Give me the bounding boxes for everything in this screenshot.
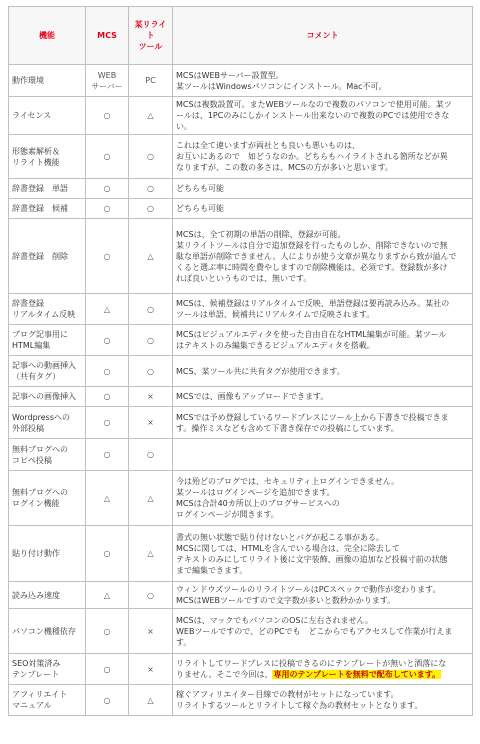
comment-cell xyxy=(173,609,473,654)
feature-line: （共有タグ） xyxy=(12,372,61,381)
tool-line: × xyxy=(147,626,154,636)
feature-line: 無料ブログへの xyxy=(12,444,68,454)
comment-line: MCSはWEBツールですので文字数が多いと数秒かかります。 xyxy=(176,596,396,605)
tool-cell xyxy=(129,582,173,609)
tool-cell xyxy=(129,219,173,294)
tool-cell xyxy=(129,294,173,325)
feature-line: ログイン機能 xyxy=(12,499,60,508)
feature-line: リライト機能 xyxy=(12,157,60,167)
feature-line: SEO対策済み xyxy=(12,659,61,668)
comment-line: 某リライトツールは自分で追加登録を行ったものしか、削除できないので無 xyxy=(176,240,448,250)
mcs-line: ○ xyxy=(103,695,111,705)
tool-line: × xyxy=(147,392,154,401)
feature-line: マニュアル xyxy=(12,701,52,710)
tool-line: ○ xyxy=(147,335,154,345)
header-tool-line: ト xyxy=(146,31,155,40)
header-feature: 機能 xyxy=(9,7,86,65)
comment-cell xyxy=(173,294,473,325)
mcs-line: ○ xyxy=(103,366,111,376)
feature-cell xyxy=(9,439,86,471)
table-row xyxy=(9,654,473,685)
feature-cell xyxy=(9,199,86,219)
table-row xyxy=(9,582,473,609)
mcs-line: ○ xyxy=(103,152,111,161)
header-mcs: MCS xyxy=(86,7,129,65)
mcs-line: △ xyxy=(103,590,111,600)
header-row xyxy=(9,7,473,65)
table-row xyxy=(9,526,473,582)
feature-line: 形態素解析＆ xyxy=(12,146,60,156)
table-body xyxy=(9,65,473,716)
comment-cell xyxy=(173,685,473,716)
comment-cell xyxy=(173,407,473,439)
comment-line: 駄な単語が削除できません。人によりが使う文章が異なりますから致が溢んで xyxy=(176,251,457,261)
tool-cell xyxy=(129,685,173,716)
mcs-cell xyxy=(86,65,129,97)
feature-line: リアルタイム反映 xyxy=(12,310,76,319)
mcs-line: ○ xyxy=(103,549,111,558)
header-comment: コメント xyxy=(173,7,473,65)
comment-line: MCSは、候補登録はリアルタイムで反映、単語登録は要再読み込み。某社の xyxy=(176,299,450,308)
table-row xyxy=(9,199,473,219)
feature-line: 記事への動画挿入 xyxy=(12,361,76,370)
feature-line: アフィリエイト xyxy=(12,690,68,699)
table-row xyxy=(9,97,473,135)
table-row xyxy=(9,439,473,471)
mcs-cell xyxy=(86,609,129,654)
comment-line: MCSでは、画像もアップロードできます。 xyxy=(176,392,329,401)
table-row xyxy=(9,294,473,325)
comment-cell xyxy=(173,179,473,199)
comment-line: ウィンドウズツールのリライトツールはPCスペックで動作が変わります。 xyxy=(176,585,441,594)
mcs-cell xyxy=(86,685,129,716)
comment-line: まで編集できます。 xyxy=(176,565,248,575)
mcs-line: ○ xyxy=(103,204,111,213)
feature-line: コピペ投稿 xyxy=(12,455,52,465)
feature-cell xyxy=(9,407,86,439)
table-row xyxy=(9,609,473,654)
table-row xyxy=(9,219,473,294)
feature-line: テンプレート xyxy=(12,670,60,679)
feature-line: 辞書登録 候補 xyxy=(12,204,68,213)
feature-cell xyxy=(9,387,86,407)
mcs-line: △ xyxy=(103,304,111,314)
mcs-line: ○ xyxy=(103,335,111,345)
tool-cell xyxy=(129,356,173,387)
mcs-cell xyxy=(86,407,129,439)
comment-line: 今は殆どのブログでは、セキュリティ上ログインできません。 xyxy=(176,477,400,486)
feature-line: 無料ブログへの xyxy=(12,488,68,497)
mcs-cell xyxy=(86,199,129,219)
comment-line: 稼ぐアフィリエイター目線での教材がセットになっています。 xyxy=(176,690,399,699)
comment-line: 書式の無い状態で貼り付けないとバグが起こる事がある。 xyxy=(176,532,384,542)
tool-cell xyxy=(129,325,173,356)
feature-cell xyxy=(9,685,86,716)
mcs-line: ○ xyxy=(103,418,111,427)
comment-line: 某ツールはログインページを追加できます。 xyxy=(176,488,335,497)
comment-line: ールは、1PCのみにしかインストール出来ないので複数のPCでは使用できな xyxy=(176,111,450,120)
comment-line: MCSはビジュアルエディタを使った自由自在なHTML編集が可能。某ツール xyxy=(176,330,447,339)
comment-line: テキストのみにしてリライト後に文字装飾、画像の追加など投稿寸前の状態 xyxy=(176,554,448,564)
comment-line: MCSでは予め登録しているワードプレスにツール上から下書きで投稿できま xyxy=(176,412,449,422)
mcs-line: ○ xyxy=(103,184,111,193)
mcs-cell xyxy=(86,294,129,325)
tool-cell xyxy=(129,407,173,439)
feature-line: 辞書登録 削除 xyxy=(12,251,68,261)
mcs-cell xyxy=(86,654,129,685)
feature-cell xyxy=(9,325,86,356)
table-row xyxy=(9,135,473,179)
feature-line: ライセンス xyxy=(12,111,52,120)
comment-line: リライトするツールとリライトして稼ぐ為の教材セットとなります。 xyxy=(176,701,423,710)
comment-cell xyxy=(173,199,473,219)
tool-cell xyxy=(129,439,173,471)
mcs-line: ○ xyxy=(103,450,111,459)
feature-cell xyxy=(9,526,86,582)
comment-line: ログインページが開きます。 xyxy=(176,510,279,519)
feature-line: 辞書登録 単語 xyxy=(12,184,68,193)
comment-line: リライトしてワードプレスに投稿できるのにテンプレートが無いと酒落にな xyxy=(176,659,447,668)
tool-line: PC xyxy=(145,76,156,85)
comment-cell xyxy=(173,97,473,135)
comment-line: なりますが、この数の多さは、MCSの方が多いと思います。 xyxy=(176,163,393,172)
tool-cell xyxy=(129,609,173,654)
tool-cell xyxy=(129,471,173,526)
table-row xyxy=(9,407,473,439)
tool-line: ○ xyxy=(147,366,154,376)
comment-line: す。操作ミスなども含めて下書き保存での投稿にしています。 xyxy=(176,423,399,433)
tool-line: ○ xyxy=(147,450,154,459)
table-row xyxy=(9,356,473,387)
mcs-cell xyxy=(86,356,129,387)
comment-cell xyxy=(173,219,473,294)
comment-cell xyxy=(173,325,473,356)
comment-line: くると選ぶ率に時間を費やしますので削除機能は、必須です。登録数が多け xyxy=(176,262,448,272)
tool-line: ○ xyxy=(147,152,154,161)
feature-line: パソコン機種依存 xyxy=(12,626,76,636)
mcs-cell xyxy=(86,219,129,294)
mcs-cell xyxy=(86,387,129,407)
feature-line: 動作環境 xyxy=(12,76,44,85)
feature-cell xyxy=(9,294,86,325)
mcs-cell xyxy=(86,97,129,135)
tool-line: ○ xyxy=(147,184,154,193)
header-tool-line: 某リライ xyxy=(134,20,167,29)
comment-cell xyxy=(173,387,473,407)
comment-line: MCS、某ツール共に共有タグが使用できます。 xyxy=(176,366,345,376)
comment-line xyxy=(176,669,469,680)
highlight-text: 専用のテンプレートを無料で配布しています。 xyxy=(273,670,441,679)
mcs-cell xyxy=(86,179,129,199)
comment-line: MCSに関しては、HTMLを含んでいる場合は、完全に除去して xyxy=(176,543,400,553)
comment-line: い。 xyxy=(176,122,192,131)
feature-cell xyxy=(9,609,86,654)
feature-cell xyxy=(9,219,86,294)
comment-cell xyxy=(173,356,473,387)
comment-line: MCSは合計40カ所以上のブログサービスへの xyxy=(176,499,340,508)
comment-line: MCSは複数設置可。またWEBツールなので複数のパソコンで使用可能。某ツ xyxy=(176,100,452,109)
comparison-table xyxy=(8,6,473,716)
comment-cell xyxy=(173,471,473,526)
tool-cell xyxy=(129,387,173,407)
comment-cell xyxy=(173,526,473,582)
comment-line: 某ツールはWindowsパソコンにインストール。Mac不可。 xyxy=(176,81,387,91)
tool-line: △ xyxy=(147,251,154,261)
comment-line: これは全て違いますが両社とも良いも悪いものは、 xyxy=(176,141,360,150)
tool-line: △ xyxy=(147,549,154,558)
tool-line: × xyxy=(147,418,154,427)
tool-cell xyxy=(129,526,173,582)
comment-line: MCSは、マックでもパソコンのOSに左右されません。 xyxy=(176,615,373,625)
table-row xyxy=(9,685,473,716)
feature-line: 貼り付け動作 xyxy=(12,549,60,558)
mcs-cell xyxy=(86,526,129,582)
mcs-cell xyxy=(86,471,129,526)
tool-cell xyxy=(129,135,173,179)
tool-line: × xyxy=(147,664,154,674)
comment-line: どちらも可能 xyxy=(176,184,224,193)
table-row xyxy=(9,387,473,407)
tool-line: ○ xyxy=(147,590,154,600)
mcs-cell xyxy=(86,582,129,609)
header-tool xyxy=(129,7,173,65)
feature-cell xyxy=(9,654,86,685)
comment-line: どちらも可能 xyxy=(176,204,224,213)
comment-text: りません。そこで今回は、 xyxy=(176,670,273,679)
mcs-line: ○ xyxy=(103,664,111,674)
mcs-line: サーバー xyxy=(91,81,123,91)
mcs-cell xyxy=(86,439,129,471)
tool-line: ○ xyxy=(147,204,154,213)
tool-cell xyxy=(129,199,173,219)
mcs-line: WEB xyxy=(97,70,117,80)
mcs-line: ○ xyxy=(103,392,111,401)
comment-line: MCSはWEBサーバー設置型。 xyxy=(176,70,284,80)
comment-cell xyxy=(173,654,473,685)
feature-line: HTML編集 xyxy=(12,341,51,350)
feature-cell xyxy=(9,65,86,97)
comment-line: はテキストのみ編集できるビジュアルエディタを搭載。 xyxy=(176,341,375,350)
comment-cell xyxy=(173,65,473,97)
feature-cell xyxy=(9,97,86,135)
tool-line: △ xyxy=(147,111,154,120)
tool-line: △ xyxy=(147,493,154,503)
comment-cell xyxy=(173,582,473,609)
tool-line: ○ xyxy=(147,304,154,314)
table-row xyxy=(9,325,473,356)
mcs-line: ○ xyxy=(103,251,111,261)
feature-cell xyxy=(9,135,86,179)
tool-line: △ xyxy=(147,695,154,705)
feature-cell xyxy=(9,179,86,199)
tool-cell xyxy=(129,654,173,685)
feature-cell xyxy=(9,356,86,387)
mcs-line: ○ xyxy=(103,626,111,636)
comment-line: MCSは、全て初期の単語の削除、登録が可能。 xyxy=(176,229,346,239)
comment-line: す。 xyxy=(176,637,192,647)
mcs-line: ○ xyxy=(103,111,111,120)
comment-line: れば良いというものでは、無いです。 xyxy=(176,273,312,283)
feature-line: 記事への画像挿入 xyxy=(12,392,76,401)
feature-cell xyxy=(9,471,86,526)
table-row xyxy=(9,179,473,199)
comment-cell xyxy=(173,439,473,471)
comment-cell xyxy=(173,135,473,179)
table-row xyxy=(9,65,473,97)
feature-line: 読み込み速度 xyxy=(12,590,60,600)
comment-line: お互いにあるので 如どうなのか。どちらもハイライトされる箇所などが異 xyxy=(176,152,448,161)
feature-cell xyxy=(9,582,86,609)
mcs-cell xyxy=(86,135,129,179)
tool-cell xyxy=(129,97,173,135)
mcs-cell xyxy=(86,325,129,356)
mcs-line: △ xyxy=(103,493,111,503)
feature-line: ブログ記事用に xyxy=(12,330,68,339)
header-tool-line: ツール xyxy=(138,42,163,51)
feature-line: 辞書登録 xyxy=(12,299,44,308)
feature-line: Wordpressへの xyxy=(12,412,71,422)
comment-line: ツールは単語、候補共にリアルタイムで反映されます。 xyxy=(176,310,375,319)
tool-cell xyxy=(129,179,173,199)
feature-line: 外部投稿 xyxy=(12,423,44,433)
table-row xyxy=(9,471,473,526)
comment-line: WEBツールですので、どのPCでも どこからでもアクセスして作業が行えま xyxy=(176,626,453,636)
tool-cell xyxy=(129,65,173,97)
